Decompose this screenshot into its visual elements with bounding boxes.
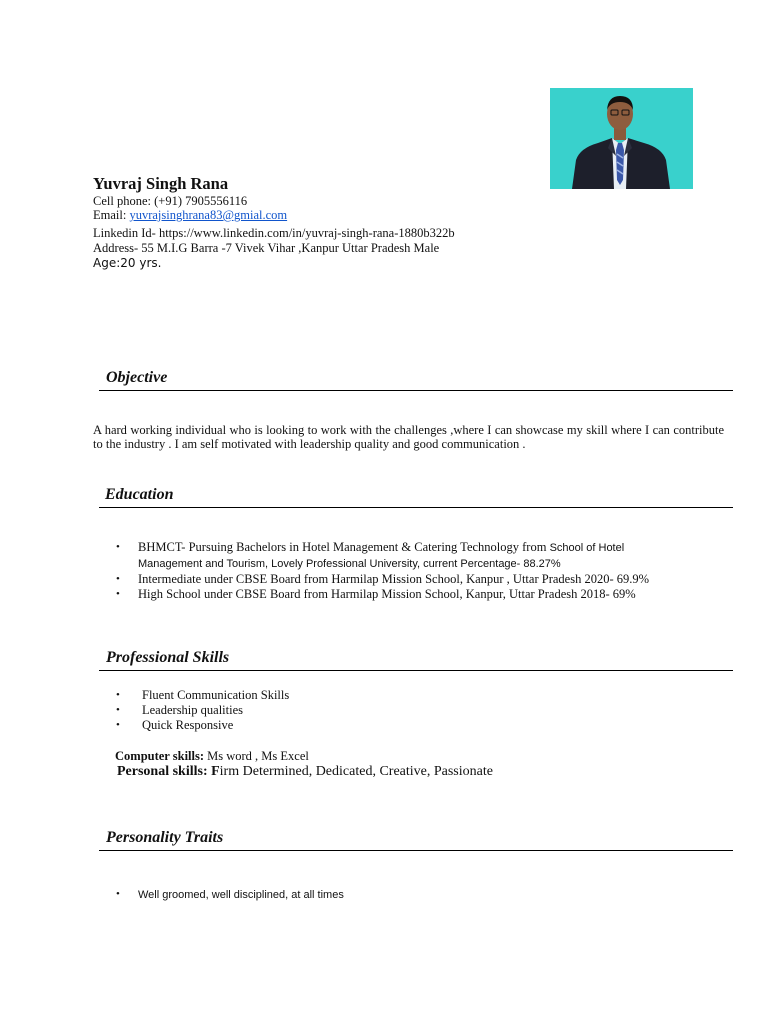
bullet-icon: • bbox=[116, 689, 120, 701]
education-item-text-sans: School of Hotel bbox=[549, 542, 625, 554]
age: Age:20 yrs. bbox=[93, 256, 162, 270]
bullet-icon: • bbox=[116, 719, 120, 731]
bullet-icon: • bbox=[116, 541, 120, 553]
skill-item-text: Leadership qualities bbox=[142, 703, 244, 717]
trait-item-text: Well groomed, well disciplined, at all times bbox=[138, 889, 344, 901]
list-item bbox=[116, 703, 616, 718]
list-item bbox=[116, 887, 616, 903]
personal-skills bbox=[117, 764, 493, 780]
divider bbox=[99, 670, 733, 671]
computer-skills bbox=[115, 749, 309, 764]
education-item-text-sans: Management and Tourism, Lovely Professional University, current Percentage- 88.27% bbox=[138, 558, 561, 570]
personal-skills-value: irm Determined, Dedicated, Creative, Passionate bbox=[219, 764, 493, 779]
list-item bbox=[116, 688, 616, 703]
computer-skills-label: Computer skills: bbox=[115, 749, 205, 763]
education-item-text: Intermediate under CBSE Board from Harmilap Mission School, Kanpur , Uttar Pradesh 2020- 69.9% bbox=[138, 572, 650, 586]
email-line bbox=[93, 208, 287, 222]
candidate-name: Yuvraj Singh Rana bbox=[93, 174, 229, 193]
bullet-icon: • bbox=[116, 573, 120, 585]
skill-item-text: Fluent Communication Skills bbox=[142, 688, 290, 702]
traits-list bbox=[116, 887, 616, 903]
education-list bbox=[116, 540, 736, 602]
section-heading-education: Education bbox=[105, 486, 174, 503]
education-item-text: BHMCT- Pursuing Bachelors in Hotel Management & Catering Technology from bbox=[138, 540, 550, 554]
divider bbox=[99, 390, 733, 391]
bullet-icon: • bbox=[116, 888, 120, 900]
email-link[interactable]: yuvrajsinghrana83@gmial.com bbox=[129, 208, 288, 222]
computer-skills-value: Ms word , Ms Excel bbox=[204, 749, 309, 763]
list-item bbox=[116, 587, 736, 602]
divider bbox=[99, 850, 733, 851]
section-heading-objective: Objective bbox=[106, 369, 168, 386]
skill-item-text: Quick Responsive bbox=[142, 718, 234, 732]
education-item-text: High School under CBSE Board from Harmilap Mission School, Kanpur, Uttar Pradesh 2018- 69% bbox=[138, 587, 636, 601]
profile-photo bbox=[550, 88, 693, 189]
bullet-icon: • bbox=[116, 588, 120, 600]
section-heading-professional-skills: Professional Skills bbox=[106, 649, 230, 666]
divider bbox=[99, 507, 733, 508]
bullet-icon: • bbox=[116, 704, 120, 716]
linkedin-id: Linkedin Id- https://www.linkedin.com/in/yuvraj-singh-rana-1880b322b bbox=[93, 226, 455, 240]
personal-skills-label: Personal skills: F bbox=[117, 764, 220, 779]
list-item bbox=[116, 572, 736, 587]
list-item bbox=[116, 718, 616, 733]
skills-list bbox=[116, 688, 616, 733]
person-photo-illustration bbox=[550, 88, 693, 189]
cell-phone: Cell phone: (+91) 7905556116 bbox=[93, 194, 248, 208]
section-heading-personality-traits: Personality Traits bbox=[106, 829, 224, 846]
list-item bbox=[116, 540, 736, 572]
address: Address- 55 M.I.G Barra -7 Vivek Vihar ,Kanpur Uttar Pradesh Male bbox=[93, 241, 440, 255]
objective-text: A hard working individual who is looking to work with the challenges ,where I can showcase my skill where I can contribute to the industry . I am self motivated with leadership quality and good communication . bbox=[93, 423, 724, 451]
email-label: Email: bbox=[93, 208, 130, 222]
